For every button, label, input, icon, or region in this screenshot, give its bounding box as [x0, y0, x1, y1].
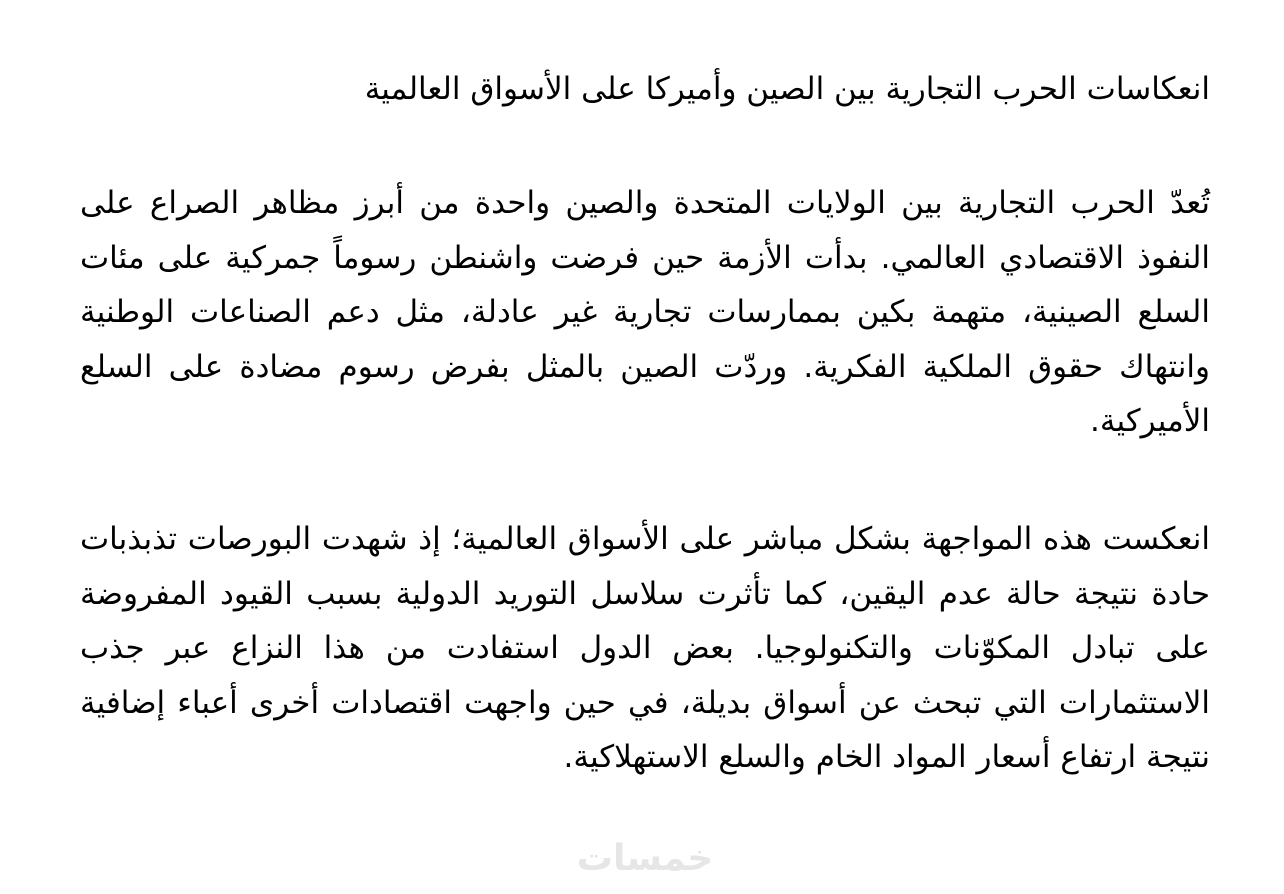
document-title: انعكاسات الحرب التجارية بين الصين وأميركا على الأسواق العالمية	[364, 71, 1210, 107]
paragraph-impact: انعكست هذه المواجهة بشكل مباشر على الأسواق العالمية؛ إذ شهدت البورصات تذبذبات حادة نتيجة حالة عدم اليقين، كما تأثرت سلاسل التوريد الدولية بسبب القيود المفروضة على تبادل المكوّنات والتكنولوجيا. بعض الدول استفادت من هذا النزاع عبر جذب الاستثمارات التي تبحث عن أسواق بديلة، في حين واجهت اقتصادات أخرى أعباء إضافية نتيجة ارتفاع أسعار المواد الخام والسلع الاستهلاكية.	[80, 521, 1210, 775]
watermark-logo: خمسات	[576, 837, 714, 879]
paragraph-intro: تُعدّ الحرب التجارية بين الولايات المتحدة والصين واحدة من أبرز مظاهر الصراع على النفوذ الاقتصادي العالمي. بدأت الأزمة حين فرضت واشنطن رسوماً جمركية على مئات السلع الصينية، متهمة بكين بممارسات تجارية غير عادلة، مثل دعم الصناعات الوطنية وانتهاك حقوق الملكية الفكرية. وردّت الصين بالمثل بفرض رسوم مضادة على السلع الأميركية.	[80, 185, 1210, 439]
